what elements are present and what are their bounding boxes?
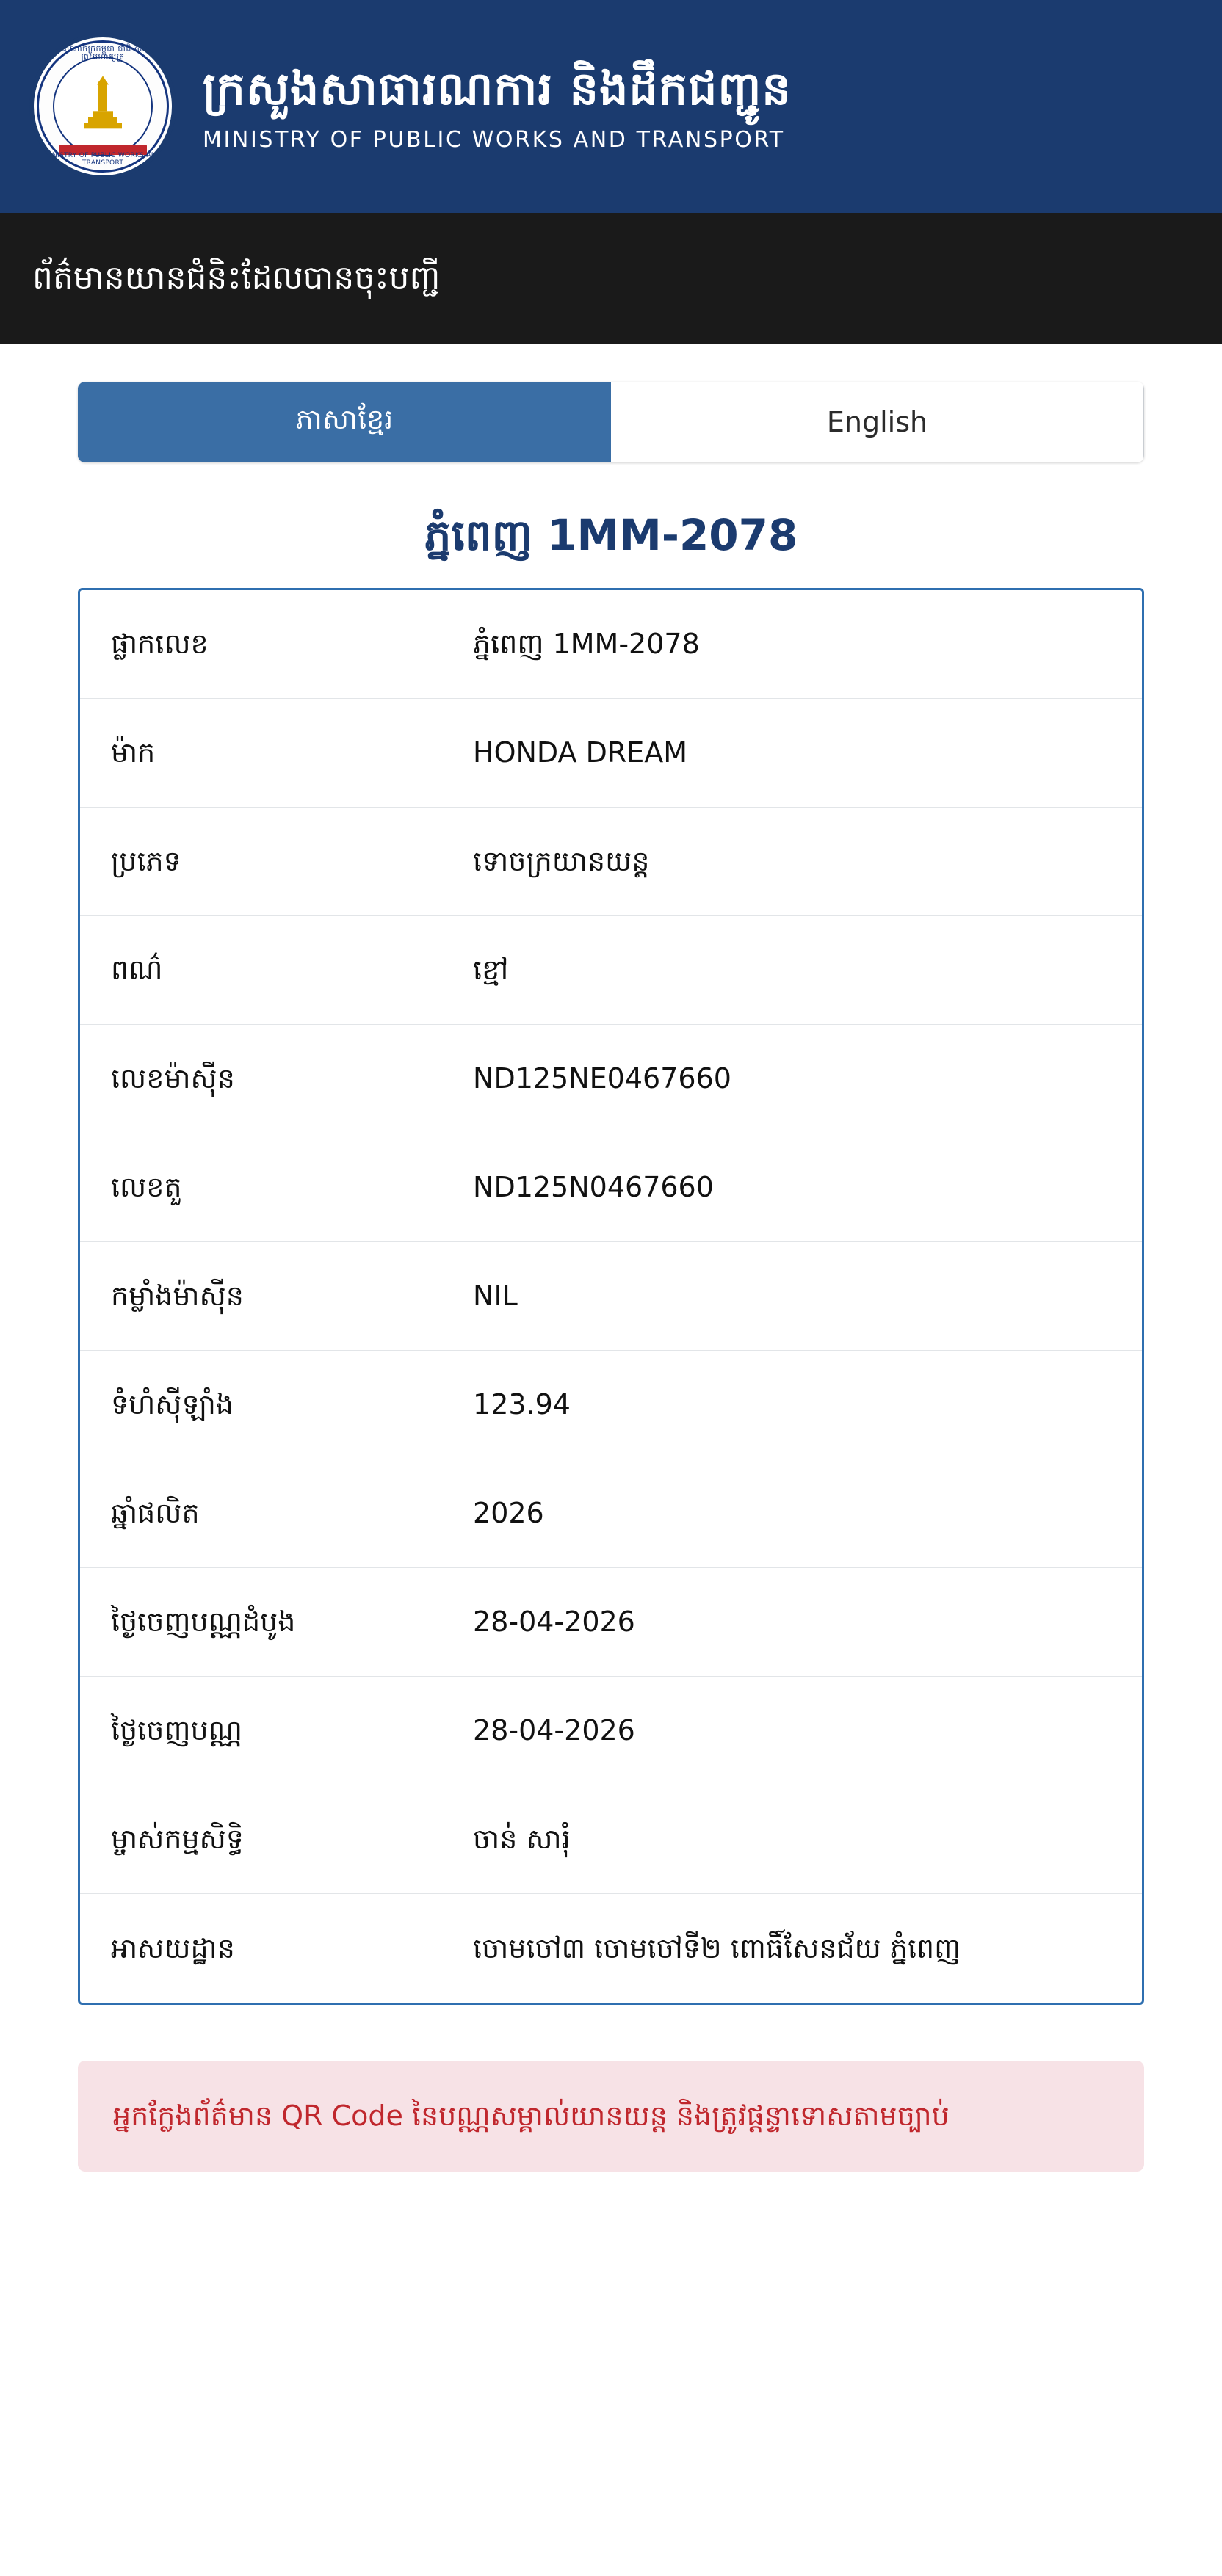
language-tabs[interactable] <box>78 382 1144 462</box>
site-header <box>0 0 1222 213</box>
table-row <box>80 808 1142 916</box>
row-value: 28-04-2026 <box>473 1606 635 1639</box>
table-row <box>80 1459 1142 1568</box>
table-row <box>80 1677 1142 1785</box>
row-value: 123.94 <box>473 1388 571 1421</box>
table-row <box>80 1133 1142 1242</box>
row-value: HONDA DREAM <box>473 736 688 769</box>
row-label: ពណ៌ <box>111 954 163 987</box>
ministry-emblem-icon <box>29 33 176 180</box>
monument-icon <box>79 74 126 136</box>
header-text-block <box>203 60 792 153</box>
table-row <box>80 1568 1142 1677</box>
page-subheader-text: ព័ត៌មានយានជំនិះដែលបានចុះបញ្ជី <box>32 259 441 297</box>
row-value: ចាន់ សារុំ <box>473 1823 571 1856</box>
row-label: ថ្ងៃចេញបណ្ណដំបូង <box>111 1606 296 1639</box>
row-label: ទំហំស៊ីឡាំង <box>111 1388 234 1421</box>
ministry-title-english: MINISTRY OF PUBLIC WORKS AND TRANSPORT <box>203 127 785 153</box>
emblem-top-text: ព្រះរាជាណាចក្រកម្ពុជា ជាតិ សាសនា ព្រះមហាក្សត្រ <box>44 44 162 62</box>
row-value: 28-04-2026 <box>473 1714 635 1747</box>
table-row <box>80 699 1142 808</box>
tab-english[interactable]: English <box>611 382 1144 462</box>
table-row <box>80 1025 1142 1133</box>
legal-notice-text: អ្នកក្លែងព័ត៌មាន QR Code នៃបណ្ណសម្គាល់យានយន្ត និងត្រូវផ្តន្ទាទោសតាមច្បាប់ <box>113 2100 950 2133</box>
row-label: កម្លាំងម៉ាស៊ីន <box>111 1280 244 1313</box>
ministry-title-khmer: ក្រសួងសាធារណការ និងដឹកជញ្ជូន <box>203 61 792 115</box>
table-row <box>80 1785 1142 1894</box>
page-title: ភ្នំពេញ 1MM-2078 <box>424 510 798 560</box>
tab-khmer[interactable]: ភាសាខ្មែរ <box>78 382 611 462</box>
row-value: ចោមចៅ៣ ចោមចៅទី២ ពោធិ៍សែនជ័យ ភ្នំពេញ <box>473 1931 961 1964</box>
legal-notice-banner <box>78 2061 1144 2172</box>
table-row <box>80 916 1142 1025</box>
row-label: ថ្ងៃចេញបណ្ណ <box>111 1714 243 1747</box>
table-row <box>80 590 1142 699</box>
vehicle-info-table <box>78 588 1144 2005</box>
row-label: លេខម៉ាស៊ីន <box>111 1062 235 1095</box>
emblem-bottom-text: MINISTRY OF PUBLIC WORKS AND TRANSPORT <box>43 152 162 167</box>
row-value: ភ្នំពេញ 1MM-2078 <box>473 628 700 661</box>
row-label: ប្រភេទ <box>111 845 181 878</box>
row-value: ខ្មៅ <box>473 954 509 987</box>
row-label: ម៉ាក <box>111 736 156 769</box>
row-label: ម្ចាស់កម្មសិទ្ធិ <box>111 1823 244 1856</box>
row-label: ឆ្នាំផលិត <box>111 1497 200 1530</box>
row-label: អាសយដ្ឋាន <box>111 1931 235 1964</box>
row-value: ND125N0467660 <box>473 1171 714 1204</box>
table-row <box>80 1242 1142 1351</box>
row-value: ND125NE0467660 <box>473 1062 731 1095</box>
table-row <box>80 1894 1142 2003</box>
row-value: ទោចក្រយានយន្ត <box>473 845 650 878</box>
page-subheader <box>0 213 1222 344</box>
row-label: លេខតួ <box>111 1171 182 1204</box>
table-row <box>80 1351 1142 1459</box>
row-value: NIL <box>473 1280 518 1313</box>
row-label: ផ្លាកលេខ <box>111 628 209 661</box>
row-value: 2026 <box>473 1497 544 1530</box>
